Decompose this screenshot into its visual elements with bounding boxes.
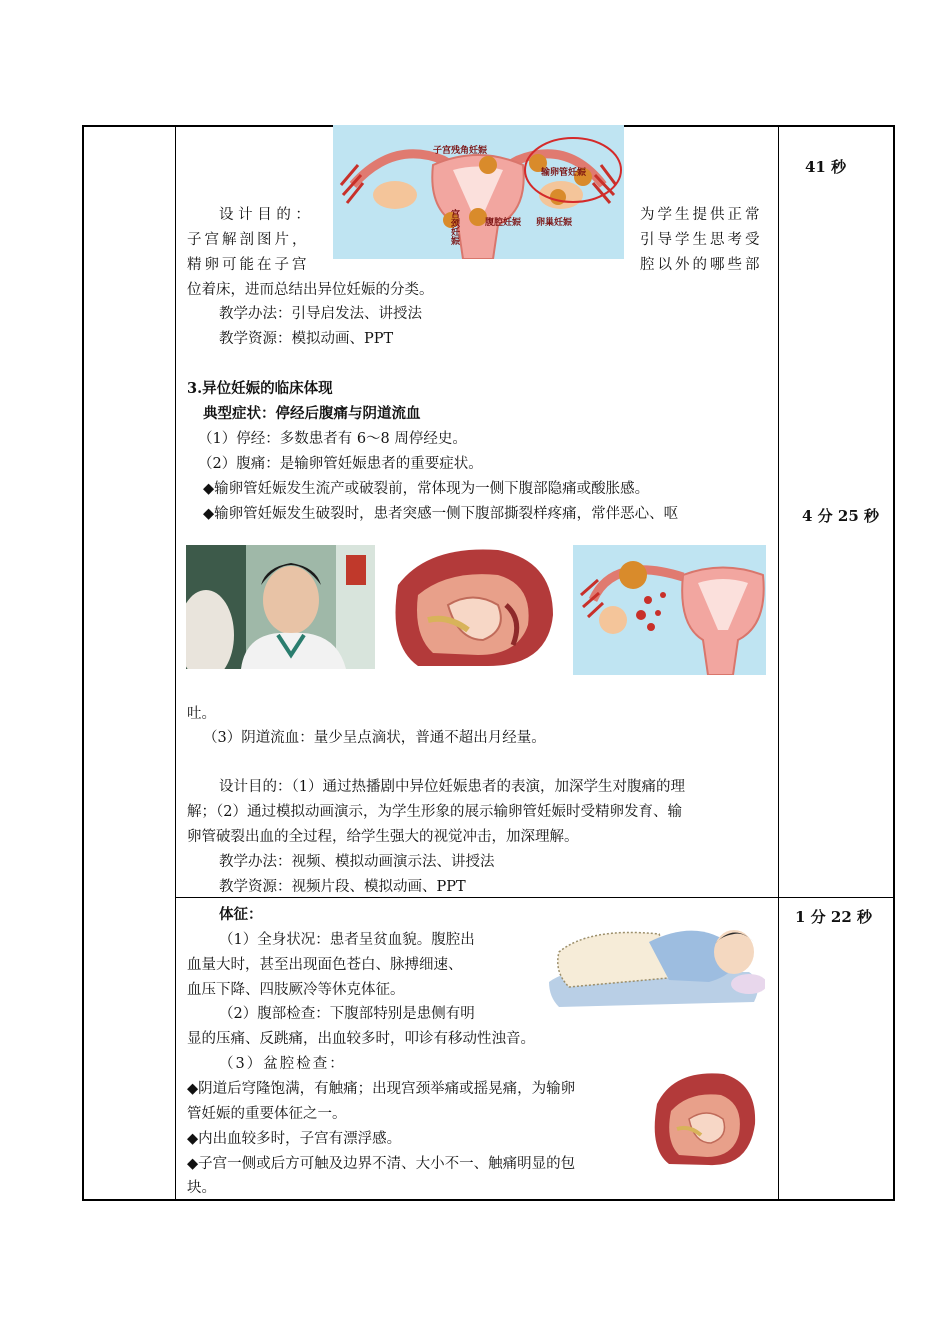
symptom-abdominal-pain: （2）腹痛：是输卵管妊娠患者的重要症状。 [198,456,483,472]
pain-bullet-2-tail: 吐。 [187,706,216,722]
design-purpose-tail: 位着床，进而总结出异位妊娠的分类。 [187,282,434,298]
label-cornual-pregnancy: 子宫残角妊娠 [433,146,488,156]
row2-duration: 4 分 25 秒 [802,507,879,525]
pelvic-bullet-1-line-1: ◆阴道后穹隆饱满，有触痛；出现宫颈举痛或摇晃痛，为输卵 [187,1081,576,1097]
pelvic-bullet-2: ◆内出血较多时，子宫有漂浮感。 [187,1131,402,1147]
table-bottom-border [82,1199,895,1201]
section-heading: 3.异位妊娠的临床体现 [187,380,333,397]
row-divider [175,897,895,898]
column-divider-1 [175,125,176,1201]
label-tubal-pregnancy: 输卵管妊娠 [541,168,587,178]
design-purpose-right-1: 为学生提供正常 [640,207,763,223]
design-purpose-right-3: 腔以外的哪些部 [640,257,763,273]
general-condition-line-1: （1）全身状况：患者呈贫血貌。腹腔出 [219,932,475,948]
tv-drama-still-image [186,545,375,669]
label-ovarian-pregnancy: 卵巢妊娠 [536,218,573,228]
design-purpose-left-2: 子宫解剖图片， [187,232,310,248]
patient-lying-illustration [549,912,765,1009]
teaching-resource-2: 教学资源：视频片段、模拟动画、PPT [219,879,466,895]
general-condition-line-2: 血量大时，甚至出现面色苍白、脉搏细速、 [187,957,463,973]
pelvic-cross-section-image [388,545,556,666]
design-purpose-line-2: 解；（2）通过模拟动画演示，为学生形象的展示输卵管妊娠时受精卵发育、输 [187,804,682,820]
label-cervical-pregnancy: 宫颈妊娠 [449,209,459,245]
pelvic-bullet-3-line-1: ◆子宫一侧或后方可触及边界不清、大小不一、触痛明显的包 [187,1156,576,1172]
abdominal-exam-line-2: 显的压痛、反跳痛，出血较多时，叩诊有移动性浊音。 [187,1031,535,1047]
table-right-border [893,125,895,1201]
pelvic-bullet-3-line-2: 块。 [187,1180,216,1196]
uterus-anatomy-diagram [333,125,624,259]
design-purpose-line-1: 设计目的：（1）通过热播剧中异位妊娠患者的表演，加深学生对腹痛的理 [219,779,685,795]
pain-bullet-1: ◆输卵管妊娠发生流产或破裂前，常体现为一侧下腹部隐痛或酸胀感。 [203,481,650,497]
design-purpose-right-2: 引导学生思考受 [640,232,763,248]
design-purpose-left-3: 精卵可能在子宫 [187,257,310,273]
teaching-method: 教学办法：引导启发法、讲授法 [219,306,422,322]
signs-heading: 体征： [219,906,263,923]
abdominal-exam-line-1: （2）腹部检查：下腹部特别是患侧有明 [219,1006,475,1022]
typical-symptoms-heading: 典型症状：停经后腹痛与阴道流血 [203,405,421,422]
label-abdominal-pregnancy: 腹腔妊娠 [485,218,522,228]
design-purpose-line-3: 卵管破裂出血的全过程，给学生强大的视觉冲击，加深理解。 [187,829,579,845]
pelvic-exam-heading: （3）盆腔检查： [219,1056,346,1072]
teaching-method-2: 教学办法：视频、模拟动画演示法、讲授法 [219,854,495,870]
table-left-border [82,125,84,1201]
row3-duration: 1 分 22 秒 [795,908,872,926]
column-divider-2 [778,125,779,1201]
tubal-rupture-animation-image [573,545,766,675]
symptom-amenorrhea: （1）停经：多数患者有 6～8 周停经史。 [198,431,467,447]
design-purpose-left-1: 设 计 目 的 ： [219,207,310,223]
symptom-vaginal-bleeding: （3）阴道流血：量少呈点滴状，普通不超出月经量。 [203,730,546,746]
pelvic-bullet-1-line-2: 管妊娠的重要体征之一。 [187,1106,347,1122]
pain-bullet-2: ◆输卵管妊娠发生破裂时，患者突感一侧下腹部撕裂样疼痛，常伴恶心、呕 [203,506,679,522]
pelvic-exam-image [649,1069,759,1167]
row1-duration: 41 秒 [805,158,847,176]
general-condition-line-3: 血压下降、四肢厥冷等休克体征。 [187,982,405,998]
teaching-resource: 教学资源：模拟动画、PPT [219,331,394,347]
